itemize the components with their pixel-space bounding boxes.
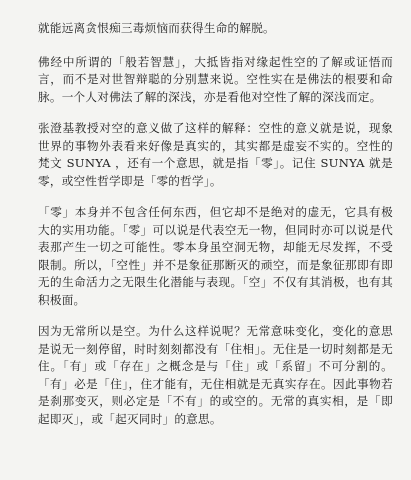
paragraph-1: 就能远离贪恨痴三毒烦恼而获得生命的解脱。 — [38, 21, 275, 35]
paragraph-2: 佛经中所谓的「般若智慧」，大抵皆指对缘起性空的了解或证悟而言，而不是对世智辩聪的分别慧来说。空性实在是佛法的根要和命脉。一个人对佛法了解的深浅，亦是看他对空性了解的深浅而定。 — [38, 54, 393, 104]
paragraph-5: 因为无常所以是空。为什么这样说呢？无常意味变化，变化的意思是说无一刻停留，时时刻刻都没有「住相」。无住是一切时刻都是无住。「有」或「存在」之概念是与「住」或「系留」不可分割的。「有」必是「住」，住才能有，无住相就是无真实存在。因此事物若是刹那变灭，则必定是「不有」的或空的。无常的真实相，是「即起即灭」，或「起灭同时」的意思。 — [38, 324, 393, 426]
paragraph-3: 张澄基教授对空的意义做了这样的解释：空性的意义就是说，现象世界的事物外表看来好像是真实的，其实都是虚妄不实的。空性的梵文 SUNYA ，还有一个意思，就是指「零」。记住 SUNYA 就是零，或空性哲学即是「零的哲学」。 — [38, 121, 393, 188]
paragraph-4: 「零」本身并不包含任何东西，但它却不是绝对的虚无，它具有极大的实用功能。「零」可以说是代表空无一物，但同时亦可以说是代表那产生一切之可能性。零本身虽空洞无物，却能无尽发挥，不受限制。所以，「空性」并不是象征那断灭的顽空，而是象征那即有即无的生命活力之无限生化潜能与表现。「空」不仅有其消极，也有其积极面。 — [38, 205, 393, 307]
